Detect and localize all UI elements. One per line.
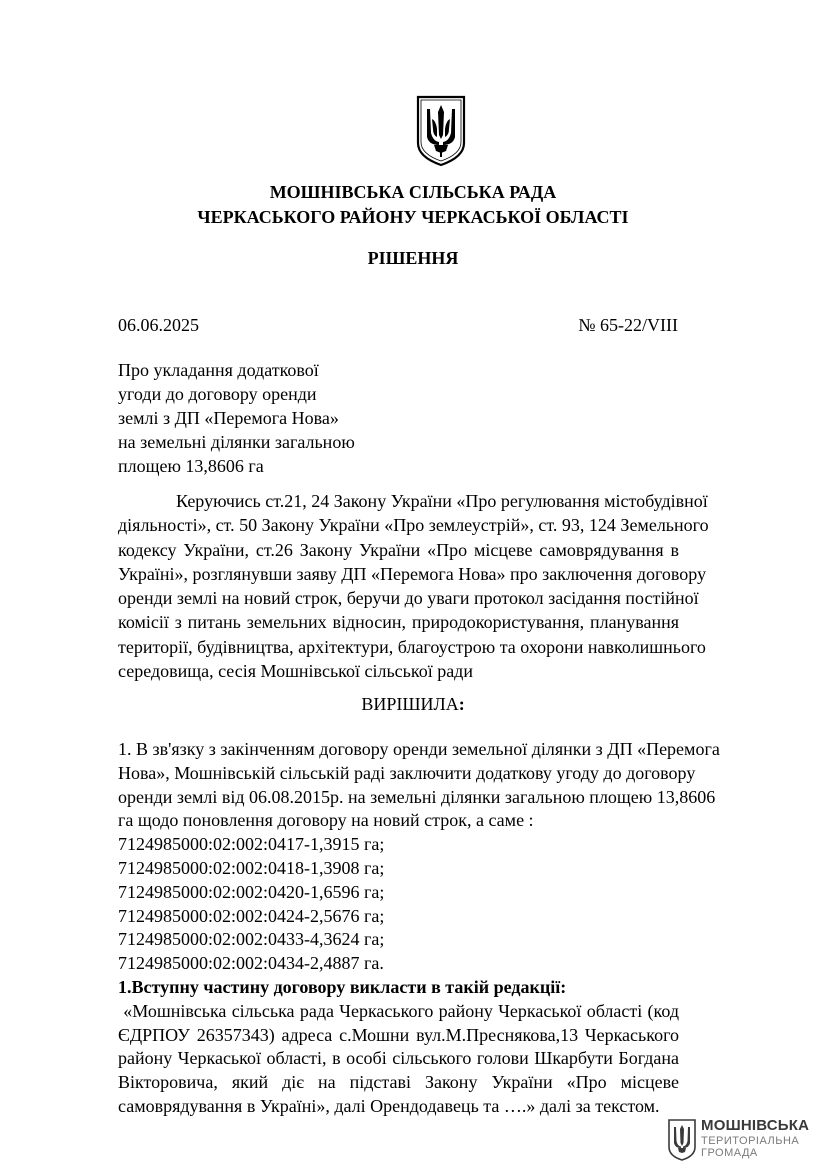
preamble-line: кодексу України, ст.26 Закону України «Про місцеве самоврядування в: [118, 539, 679, 560]
quote-line: «Мошнівська сільська рада Черкаського району Черкаської області (код: [118, 1000, 679, 1021]
item-subheading: 1.Вступну частину договору викласти в такій редакції:: [118, 976, 567, 997]
decision-date: 06.06.2025: [118, 315, 199, 335]
coat-of-arms-icon: [415, 95, 467, 167]
watermark-subtitle: ГРОМАДА: [701, 1147, 758, 1159]
parcel-entry: 7124985000:02:002:0433-4,3624 га;: [118, 929, 385, 950]
item-line: Нова», Мошнівській сільській раді заключити додаткову угоду до договору: [118, 762, 696, 783]
council-name: [0, 180, 826, 230]
subject-line: на земельні ділянки загальною: [118, 432, 355, 452]
decision-item-1: [118, 738, 720, 1119]
item-line: 1. В зв'язку з закінченням договору оренди земельної ділянки з ДП «Перемога: [118, 739, 720, 759]
parcel-entry: 7124985000:02:002:0424-2,5676 га;: [118, 905, 385, 926]
resolved-colon: :: [458, 694, 465, 714]
parcel-entry: 7124985000:02:002:0417-1,3915 га;: [118, 834, 385, 855]
parcel-entry: 7124985000:02:002:0420-1,6596 га;: [118, 881, 385, 902]
subject-line: площею 13,8606 га: [118, 456, 264, 476]
quote-line: Вікторовича, який діє на підставі Закону України «Про місцеве: [118, 1072, 679, 1093]
quote-line: району Черкаської області, в особі сільського голови Шкарбути Богдана: [118, 1048, 679, 1069]
preamble-paragraph: [118, 489, 709, 683]
preamble-line: Керуючись ст.21, 24 Закону України «Про регулювання містобудівної: [176, 491, 708, 511]
watermark-title: МОШНІВСЬКА: [701, 1117, 810, 1134]
preamble-line: Україні», розглянувши заяву ДП «Перемога Нова» про заключення договору: [118, 563, 707, 584]
parcel-entry: 7124985000:02:002:0434-2,4887 га.: [118, 953, 384, 974]
item-line: га щодо поновлення договору на новий строк, а саме :: [118, 810, 534, 831]
community-watermark: [667, 1117, 810, 1163]
document-type-title: РІШЕННЯ: [367, 248, 459, 268]
resolved-word: ВИРІШИЛА: [361, 694, 459, 714]
quote-line: самоврядування в Україні», далі Орендодавець та ….» далі за текстом.: [118, 1095, 660, 1116]
subject-line: Про укладання додаткової: [118, 360, 319, 380]
preamble-line: комісії з питань земельних відносин, природокористування, планування: [118, 612, 679, 633]
preamble-line: середовища, сесія Мошнівської сільської ради: [118, 661, 473, 682]
community-emblem-icon: [667, 1118, 697, 1162]
resolved-heading: [0, 692, 826, 716]
decision-subject: [118, 358, 355, 478]
council-name-line1: МОШНІВСЬКА СІЛЬСЬКА РАДА: [269, 182, 557, 202]
preamble-line: території, будівництва, архітектури, благоустрою та охорони навколишнього: [118, 636, 706, 657]
decision-number: № 65-22/VIII: [578, 315, 678, 335]
preamble-line: оренди землі на новий строк, беручи до уваги протокол засідання постійної: [118, 588, 699, 609]
preamble-line: діяльності», ст. 50 Закону України «Про землеустрій», ст. 93, 124 Земельного: [118, 515, 709, 536]
council-name-line2: ЧЕРКАСЬКОГО РАЙОНУ ЧЕРКАСЬКОЇ ОБЛАСТІ: [197, 207, 629, 227]
subject-line: угоди до договору оренди: [118, 384, 317, 404]
item-line: оренди землі від 06.08.2015р. на земельні ділянки загальною площею 13,8606: [118, 786, 716, 807]
watermark-subtitle: ТЕРИТОРІАЛЬНА: [701, 1135, 800, 1147]
subject-line: землі з ДП «Перемога Нова»: [118, 408, 339, 428]
parcel-entry: 7124985000:02:002:0418-1,3908 га;: [118, 857, 385, 878]
quote-line: ЄДРПОУ 26357343) адреса с.Мошни вул.М.Преснякова,13 Черкаського: [118, 1024, 679, 1045]
